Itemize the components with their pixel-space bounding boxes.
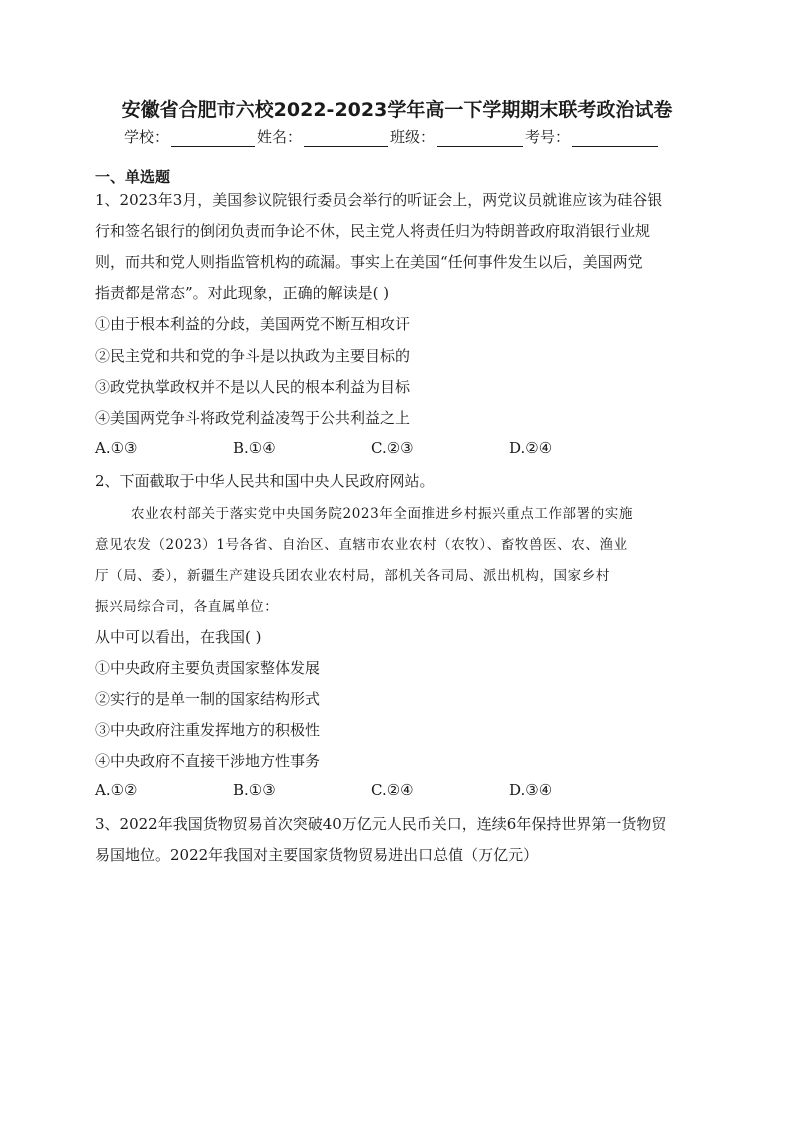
q2-stem: 从中可以看出，在我国( )	[95, 628, 262, 646]
q2-quote-line: 厅（局、委），新疆生产建设兵团农业农村局，部机关各司局、派出机构，国家乡村	[95, 568, 610, 584]
section-heading: 一、单选题	[95, 168, 171, 186]
class-blank[interactable]	[437, 130, 523, 147]
q2-option-c[interactable]: C.②④	[371, 781, 414, 799]
name-blank[interactable]	[304, 130, 388, 147]
q3-line: 易国地位。2022年我国对主要国家货物贸易进出口总值（万亿元）	[95, 846, 539, 864]
q2-item: ①中央政府主要负责国家整体发展	[95, 659, 321, 677]
q1-line: 1、2023年3月，美国参议院银行委员会举行的听证会上，两党议员就谁应该为硅谷银	[95, 191, 663, 209]
q2-item: ③中央政府注重发挥地方的积极性	[95, 721, 321, 739]
student-info-row	[124, 126, 660, 147]
class-label: 班级：	[390, 128, 436, 146]
q2-quote-line: 意见农发（2023）1号各省、自治区、直辖市农业农村（农牧）、畜牧兽医、农、渔业	[95, 537, 628, 553]
q2-item: ②实行的是单一制的国家结构形式	[95, 690, 321, 708]
q1-line: 指责都是常态”。对此现象，正确的解读是( )	[95, 284, 390, 302]
school-blank[interactable]	[171, 130, 255, 147]
q1-line: 则，而共和党人则指监管机构的疏漏。事实上在美国“任何事件发生以后，美国两党	[95, 253, 643, 271]
q1-item: ④美国两党争斗将政党利益凌驾于公共利益之上	[95, 409, 411, 427]
q2-quote-line: 振兴局综合司，各直属单位：	[95, 599, 279, 615]
q2-item: ④中央政府不直接干涉地方性事务	[95, 752, 321, 770]
exam-number-blank[interactable]	[572, 130, 658, 147]
q1-option-b[interactable]: B.①④	[233, 439, 276, 457]
q1-line: 行和签名银行的倒闭负责而争论不休，民主党人将责任归为特朗普政府取消银行业规	[95, 222, 651, 240]
q1-option-c[interactable]: C.②③	[371, 439, 414, 457]
q2-option-a[interactable]: A.①②	[95, 781, 138, 799]
q1-item: ②民主党和共和党的争斗是以执政为主要目标的	[95, 347, 411, 365]
school-label: 学校：	[124, 128, 170, 146]
q2-option-b[interactable]: B.①③	[233, 781, 276, 799]
page-title: 安徽省合肥市六校2022-2023学年高一下学期期末联考政治试卷	[121, 99, 673, 121]
q3-line: 3、2022年我国货物贸易首次突破40万亿元人民币关口，连续6年保持世界第一货物贸	[95, 815, 667, 833]
q2-intro: 2、下面截取于中华人民共和国中央人民政府网站。	[95, 472, 435, 490]
exam-number-label: 考号：	[525, 128, 571, 146]
q2-option-d[interactable]: D.③④	[509, 781, 553, 799]
q1-item: ①由于根本利益的分歧，美国两党不断互相攻讦	[95, 315, 411, 333]
q1-option-a[interactable]: A.①③	[95, 439, 138, 457]
q1-option-d[interactable]: D.②④	[509, 439, 553, 457]
name-label: 姓名：	[257, 128, 303, 146]
q1-item: ③政党执掌政权并不是以人民的根本利益为目标	[95, 378, 411, 396]
q2-quote-line: 农业农村部关于落实党中央国务院2023年全面推进乡村振兴重点工作部署的实施	[131, 506, 634, 522]
